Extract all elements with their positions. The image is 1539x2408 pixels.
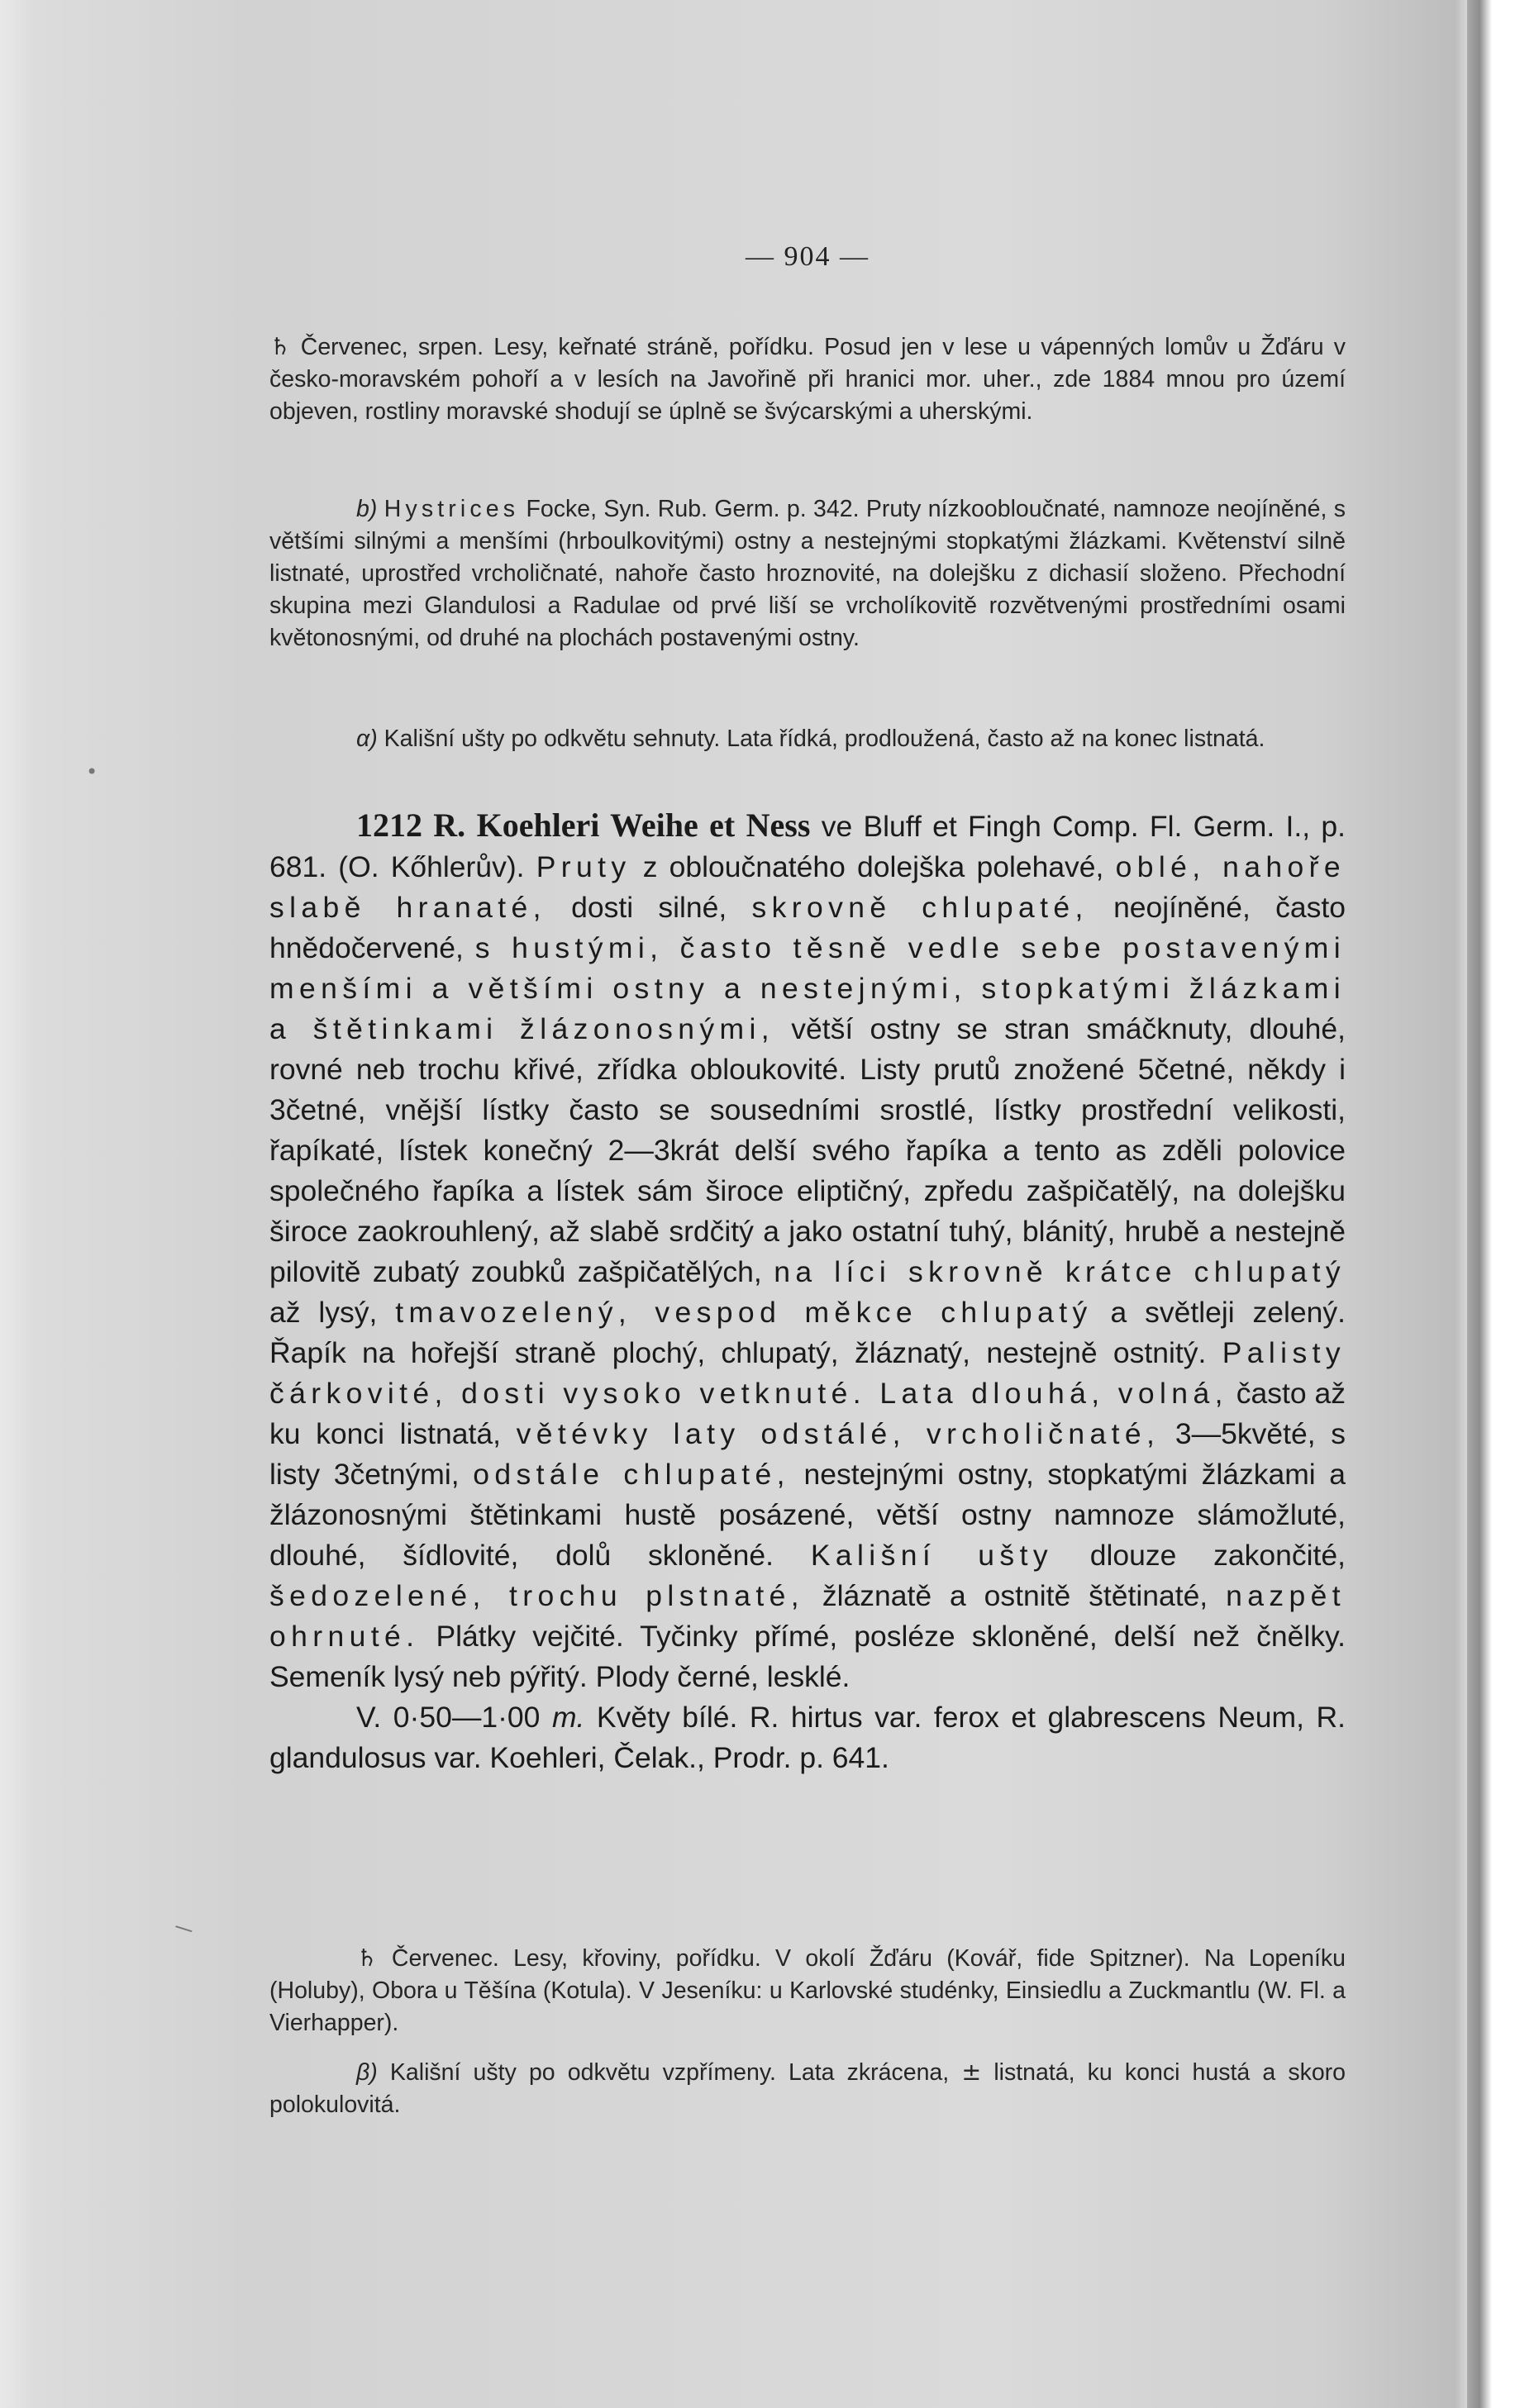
spaced-text-5: na líci skrovně krátce chlupatý — [774, 1255, 1346, 1288]
spaced-text-2: oblé, nahoře slabě hranaté, — [269, 850, 1346, 924]
paragraph-beta — [269, 2056, 1346, 2121]
paragraph-hystrices — [269, 493, 1346, 654]
paragraph-distribution — [269, 1942, 1346, 2039]
species-number: 1212 — [356, 807, 422, 844]
species-description — [269, 805, 1346, 1778]
size-and-synonyms — [269, 1697, 1346, 1778]
page-edge-shadow — [1467, 0, 1492, 2408]
spaced-text-7: Palisty čárkovité, dosti vysoko vetknuté. Lata dlouhá, volná, — [269, 1336, 1346, 1410]
description-text-2: dosti silné, — [571, 891, 727, 924]
description-text-6: a světleji zelený. Řapík na hořejší straně plochý, chlupatý, žláznatý, nestejně ostnitý. — [269, 1296, 1346, 1369]
spaced-text-4: s hustými, často těsně vedle sebe postavenými menšími a většími ostny a nestejnými, stopkatými žlázkami a štětinkami žlázonosnými, — [269, 931, 1346, 1045]
description-text-10: dlouze zakončité, — [1089, 1539, 1346, 1572]
description-text-1: z obloučnatého dolejška polehavé, — [642, 850, 1104, 883]
section-text: Focke, Syn. Rub. Germ. p. 342. Pruty nízkoobloučnaté, namnoze neojíněné, s většími silnými a menšími (hrboulkovitými) ostny a nestejnými stopkatými žlázkami. Květenství silně listnaté, uprostřed vrcholičnaté, nahoře často hroznovité, na dolejšku z dichasií složeno. Přechodní skupina mezi Glandulosi a Radulae od prvé liší se vrcholíkovitě rozvětvenými prostředními osami květonosnými, od druhé na plochách postavenými ostny. — [269, 496, 1346, 651]
subsection-label-beta: β) — [356, 2059, 378, 2086]
beta-text: Kališní ušty po odkvětu vzpřímeny. Lata zkrácena, — [389, 2059, 950, 2086]
spaced-text-3: skrovně chlupaté, — [751, 891, 1089, 924]
description-text-11: žláznatě a ostnitě štětinaté, — [822, 1579, 1208, 1612]
spaced-text-12: nazpět ohrnuté. — [269, 1579, 1346, 1653]
description-text-9: nestejnými ostny, stopkatými žlázkami a žlázonosnými štětinkami hustě posázené, větší ostny namnoze slámožluté, dlouhé, šídlovité, dolů skloněné. — [269, 1458, 1346, 1572]
spaced-text-6: tmavozelený, vespod měkce chlupatý — [395, 1296, 1093, 1329]
plus-minus-symbol: ± — [961, 2058, 982, 2086]
synonyms-text: Květy bílé. R. hirtus var. ferox et glabrescens Neum, R. glandulosus var. Koehleri, Čelak., Prodr. p. 641. — [269, 1701, 1346, 1774]
subsection-label: α) — [356, 726, 378, 752]
distribution-text: Červenec. Lesy, křoviny, pořídku. V okolí Žďáru (Kovář, fide Spitzner). Na Lopeníku (Holuby), Obora u Těšína (Kotula). V Jeseníku: u Karlovské studénky, Einsiedlu a Zuckmantlu (W. Fl. a Vierhapper). — [269, 1945, 1346, 2036]
spaced-text-9: odstále chlupaté, — [473, 1458, 790, 1491]
page-number: — 904 — — [746, 241, 870, 272]
section-label: b) — [356, 496, 378, 522]
perennial-symbol: ♄ — [269, 333, 291, 360]
habitat-text: Červenec, srpen. Lesy, keřnaté stráně, pořídku. Posud jen v lese u vápenných lomův u Žďáru v česko-moravském pohoří a v lesích na Javořině při hranici mor. uher., zde 1884 mnou pro území objeven, rostliny moravské shodují se úplně se švýcarskými a uherskými. — [269, 334, 1346, 425]
beta-text-2: listnatá, ku konci hustá a skoro polokulovitá. — [269, 2059, 1346, 2118]
spaced-text-11: šedozelené, trochu plstnaté, — [269, 1579, 805, 1612]
subsection-text: Kališní ušty po odkvětu sehnuty. Lata řídká, prodloužená, často až na konec listnatá. — [384, 726, 1265, 752]
perennial-symbol-2: ♄ — [356, 1944, 378, 1972]
spaced-text-10: Kališní ušty — [810, 1539, 1053, 1572]
paragraph-habitat-notes — [269, 331, 1346, 428]
description-text-4: větší ostny se stran smáčknuty, dlouhé, rovné neb trochu křivé, zřídka obloukovité. Listy prutů znožené 5četné, někdy i 3četné, vnější lístky často se sousedními srostlé, lístky prostřední velikosti, řapíkaté, lístek konečný 2—3krát delší svého řapíka a tento as zděli polovice společného řapíka a lístek sám široce eliptičný, zpředu zašpičatělý, na dolejšku široce zaokrouhlený, až slabě srdčitý a jako ostatní tuhý, blánitý, hrubě a nestejně pilovitě zubatý zoubků zašpičatělých, — [269, 1012, 1346, 1288]
height-unit: m. — [551, 1701, 585, 1734]
species-citation: ve Bluff et Fingh Comp. Fl. Germ. I., p. 681. (O. Kőhlerův). — [269, 810, 1346, 883]
description-text-7: často až ku konci listnatá, — [269, 1377, 1346, 1450]
spaced-text-8: větévky laty odstálé, vrcholičnaté, — [516, 1417, 1160, 1450]
margin-scratch: \ — [172, 1919, 195, 1939]
margin-dot: • — [86, 760, 98, 783]
description-text-5: až lysý, — [269, 1296, 378, 1329]
description-text-8: 3—5květé, s listy 3četnými, — [269, 1417, 1346, 1491]
height-range: V. 0·50—1·00 — [356, 1701, 541, 1734]
description-text-3: neojíněné, často hnědočervené, — [269, 891, 1346, 964]
paragraph-alpha — [269, 723, 1346, 755]
description-text-12: Plátky vejčité. Tyčinky přímé, posléze skloněné, delší než čnělky. Semeník lysý neb pýřitý. Plody černé, lesklé. — [269, 1620, 1346, 1693]
species-name: R. Koehleri Weihe et Ness — [433, 807, 811, 844]
section-name: Hystrices — [384, 496, 520, 522]
spaced-text-1: Pruty — [536, 850, 631, 883]
